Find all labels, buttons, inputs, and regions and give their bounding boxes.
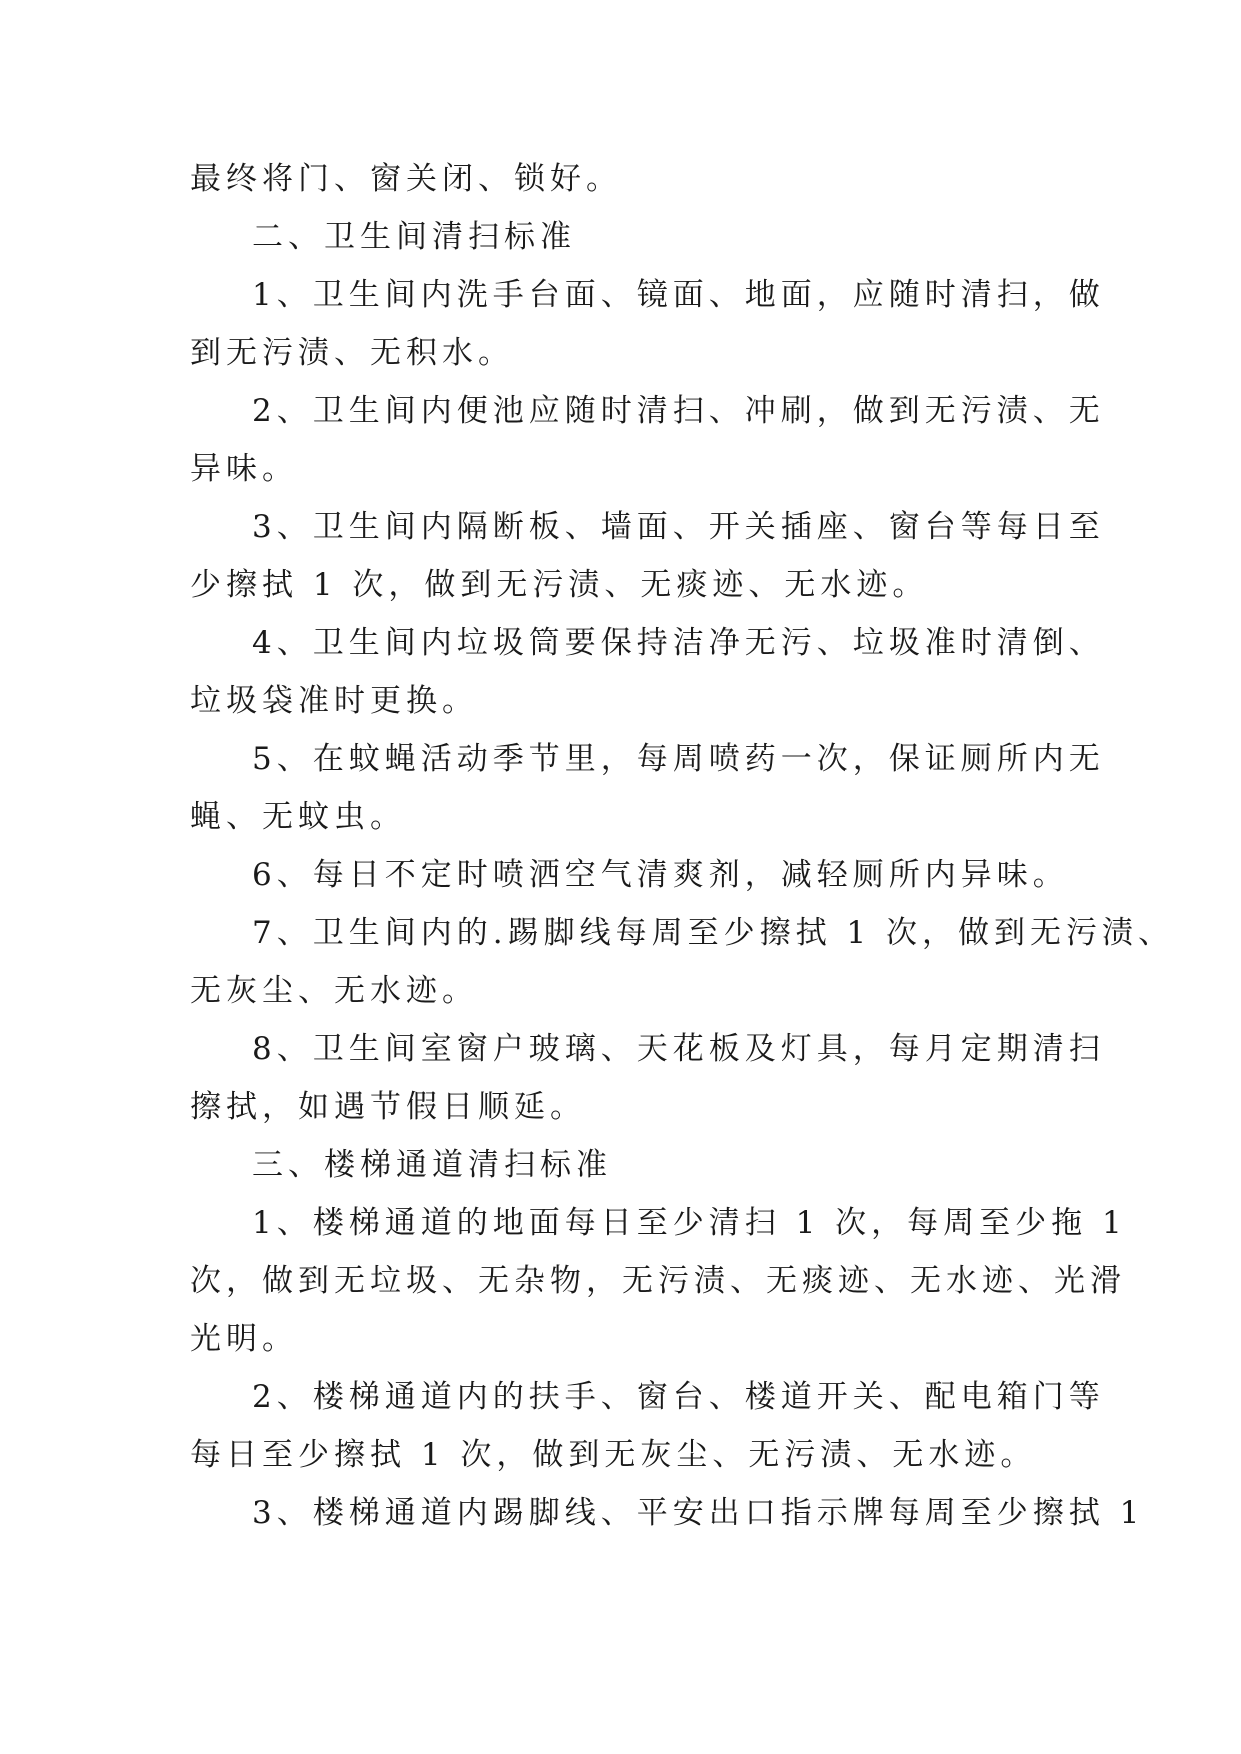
paragraph-line: 蝇、无蚊虫。 xyxy=(190,799,406,835)
paragraph-line: 无灰尘、无水迹。 xyxy=(190,973,478,1009)
paragraph-line: 3、楼梯通道内踢脚线、平安出口指示牌每周至少擦拭 1 xyxy=(252,1495,1145,1531)
paragraph-line: 2、楼梯通道内的扶手、窗台、楼道开关、配电箱门等 xyxy=(252,1379,1105,1415)
paragraph-line: 擦拭，如遇节假日顺延。 xyxy=(190,1089,586,1125)
document-page xyxy=(190,150,1175,1542)
paragraph-line: 光明。 xyxy=(190,1321,298,1357)
paragraph-line: 1、卫生间内洗手台面、镜面、地面，应随时清扫，做 xyxy=(252,277,1105,313)
paragraph-line: 1、楼梯通道的地面每日至少清扫 1 次，每周至少拖 1 xyxy=(252,1205,1127,1241)
paragraph-line: 每日至少擦拭 1 次，做到无灰尘、无污渍、无水迹。 xyxy=(190,1437,1037,1473)
section-heading-3: 三、楼梯通道清扫标准 xyxy=(252,1147,612,1183)
paragraph-line: 2、卫生间内便池应随时清扫、冲刷，做到无污渍、无 xyxy=(252,393,1105,429)
paragraph-line: 少擦拭 1 次，做到无污渍、无痰迹、无水迹。 xyxy=(190,567,929,603)
paragraph-line: 4、卫生间内垃圾筒要保持洁净无污、垃圾准时清倒、 xyxy=(252,625,1105,661)
text-line-continuation: 最终将门、窗关闭、锁好。 xyxy=(190,161,622,197)
paragraph-line: 3、卫生间内隔断板、墙面、开关插座、窗台等每日至 xyxy=(252,509,1105,545)
paragraph-line: 到无污渍、无积水。 xyxy=(190,335,514,371)
section-heading-2: 二、卫生间清扫标准 xyxy=(252,219,576,255)
paragraph-line: 8、卫生间室窗户玻璃、天花板及灯具，每月定期清扫 xyxy=(252,1031,1105,1067)
paragraph-line: 5、在蚊蝇活动季节里，每周喷药一次，保证厕所内无 xyxy=(252,741,1105,777)
paragraph-line: 6、每日不定时喷洒空气清爽剂，减轻厕所内异味。 xyxy=(252,857,1069,893)
paragraph-line: 7、卫生间内的.踢脚线每周至少擦拭 1 次，做到无污渍、 xyxy=(252,915,1175,951)
paragraph-line: 垃圾袋准时更换。 xyxy=(190,683,478,719)
paragraph-line: 次，做到无垃圾、无杂物，无污渍、无痰迹、无水迹、光滑 xyxy=(190,1263,1126,1299)
paragraph-line: 异味。 xyxy=(190,451,298,487)
